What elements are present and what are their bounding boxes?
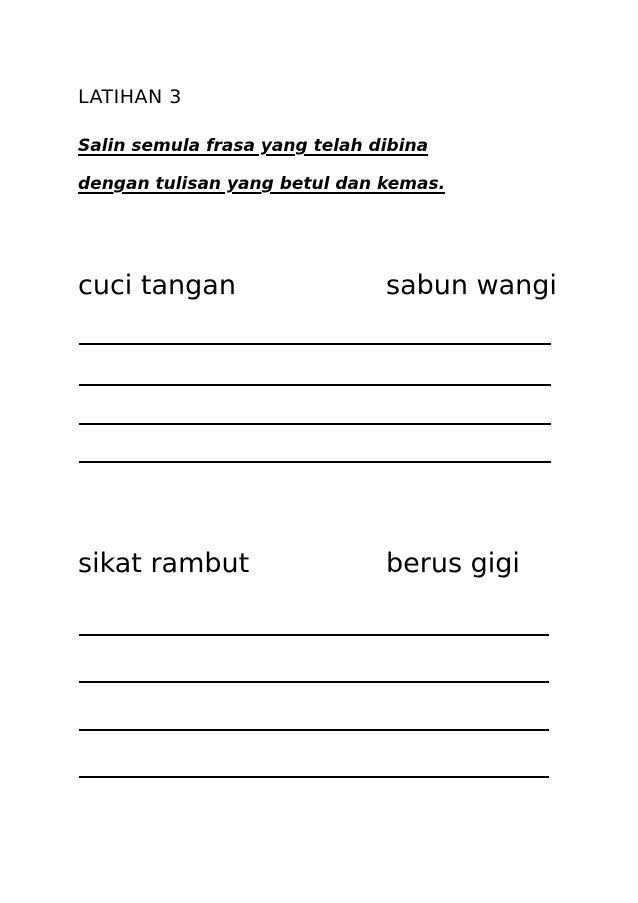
writing-line-2-3[interactable] xyxy=(79,729,549,731)
instruction-line-2: dengan tulisan yang betul dan kemas. xyxy=(78,174,446,194)
writing-line-1-2[interactable] xyxy=(79,384,551,386)
phrase-sabun-wangi: sabun wangi xyxy=(386,270,557,301)
writing-line-1-4[interactable] xyxy=(79,461,551,463)
writing-line-2-4[interactable] xyxy=(79,776,549,778)
writing-line-1-3[interactable] xyxy=(79,423,551,425)
worksheet-title: LATIHAN 3 xyxy=(78,86,182,108)
phrase-sikat-rambut: sikat rambut xyxy=(78,548,250,579)
instruction-line-1: Salin semula frasa yang telah dibina xyxy=(78,136,429,156)
phrase-berus-gigi: berus gigi xyxy=(386,548,520,579)
writing-line-2-2[interactable] xyxy=(79,681,549,683)
phrase-cuci-tangan: cuci tangan xyxy=(78,270,236,301)
writing-line-1-1[interactable] xyxy=(79,343,551,345)
writing-line-2-1[interactable] xyxy=(79,634,549,636)
